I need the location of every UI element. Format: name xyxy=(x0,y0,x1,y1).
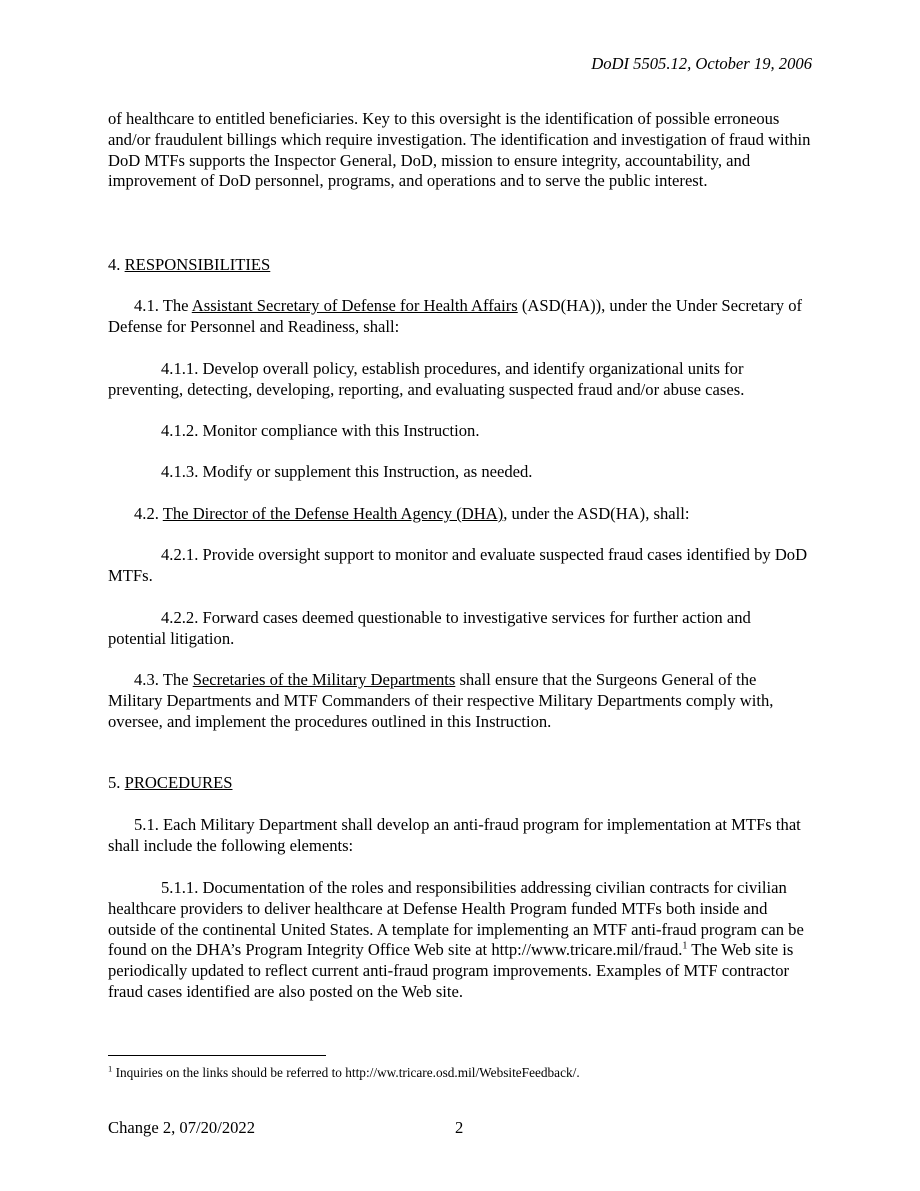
paragraph-4-3-number: 4.3. The xyxy=(134,670,193,689)
paragraph-4-1-1: 4.1.1. Develop overall policy, establish procedures, and identify organizational units for preventing, detecting, developing, reporting, and evaluating suspected fraud and/or abuse cases. xyxy=(108,359,745,399)
military-departments-reference: Secretaries of the Military Departments xyxy=(192,670,456,689)
paragraph-4-2 xyxy=(108,504,812,525)
footnote-text: Inquiries on the links should be referred to http://ww.tricare.osd.mil/WebsiteFeedback/. xyxy=(112,1065,580,1080)
paragraph-4-2-1: 4.2.1. Provide oversight support to monitor and evaluate suspected fraud cases identified by DoD MTFs. xyxy=(108,545,808,585)
section-4-title: RESPONSIBILITIES xyxy=(124,255,271,274)
paragraph-4-2-number: 4.2. xyxy=(134,504,163,523)
paragraph-4-1-text: (ASD(HA)), under the Under Secretary of Defense for Personnel and Readiness, shall: xyxy=(108,296,803,336)
paragraph-5-1: 5.1. Each Military Department shall develop an anti-fraud program for implementation at MTFs that shall include the following elements: xyxy=(108,815,801,855)
paragraph-5-1-1-text-b: The Web site is periodically updated to reflect current anti-fraud program improvements. Examples of MTF contractor fraud cases identified are also posted on the Web site. xyxy=(108,940,794,1001)
page-number: 2 xyxy=(455,1118,464,1137)
paragraph-5-1-1-text-a: 5.1.1. Documentation of the roles and responsibilities addressing civilian contracts for civilian healthcare providers to deliver healthcare at Defense Health Program funded MTFs both inside and outside of the continental United States. A template for implementing an MTF anti-fraud program can be found on the DHA’s Program Integrity Office Web site at http://www.tricare.mil/fraud. xyxy=(108,878,804,960)
change-notice: Change 2, 07/20/2022 xyxy=(108,1118,256,1137)
footnote-marker: 1 xyxy=(108,1063,113,1074)
section-5-title: PROCEDURES xyxy=(124,773,233,792)
paragraph-4-1-2: 4.1.2. Monitor compliance with this Instruction. xyxy=(161,421,480,440)
asd-ha-reference: Assistant Secretary of Defense for Health Affairs xyxy=(191,296,518,315)
footnote-1 xyxy=(108,1064,812,1082)
paragraph-4-1-3: 4.1.3. Modify or supplement this Instruction, as needed. xyxy=(161,462,533,481)
paragraph-5-1-1 xyxy=(108,878,812,1003)
section-5-heading xyxy=(108,773,812,794)
dha-director-reference: The Director of the Defense Health Agency (DHA) xyxy=(162,504,504,523)
footnote-reference-1: 1 xyxy=(682,940,688,952)
paragraph-4-1 xyxy=(108,296,812,338)
paragraph-4-2-2: 4.2.2. Forward cases deemed questionable to investigative services for further action and potential litigation. xyxy=(108,608,751,648)
section-4-number: 4. xyxy=(108,255,121,274)
intro-paragraph: of healthcare to entitled beneficiaries. Key to this oversight is the identification of possible erroneous and/or fraudulent billings which require investigation. The identification and investigation of fraud within DoD MTFs supports the Inspector General, DoD, mission to ensure integrity, accountability, and improvement of DoD personnel, programs, and operations and to serve the public interest. xyxy=(108,109,811,191)
paragraph-4-2-text: , under the ASD(HA), shall: xyxy=(503,504,690,523)
section-4-heading xyxy=(108,255,812,276)
footnote-separator xyxy=(108,1055,326,1056)
paragraph-4-3-text: shall ensure that the Surgeons General of the Military Departments and MTF Commanders of their respective Military Departments comply with, oversee, and implement the procedures outlined in this Instruction. xyxy=(108,670,774,731)
running-header: DoDI 5505.12, October 19, 2006 xyxy=(591,54,812,73)
section-5-number: 5. xyxy=(108,773,121,792)
paragraph-4-3 xyxy=(108,670,812,732)
paragraph-4-1-number: 4.1. The xyxy=(134,296,192,315)
